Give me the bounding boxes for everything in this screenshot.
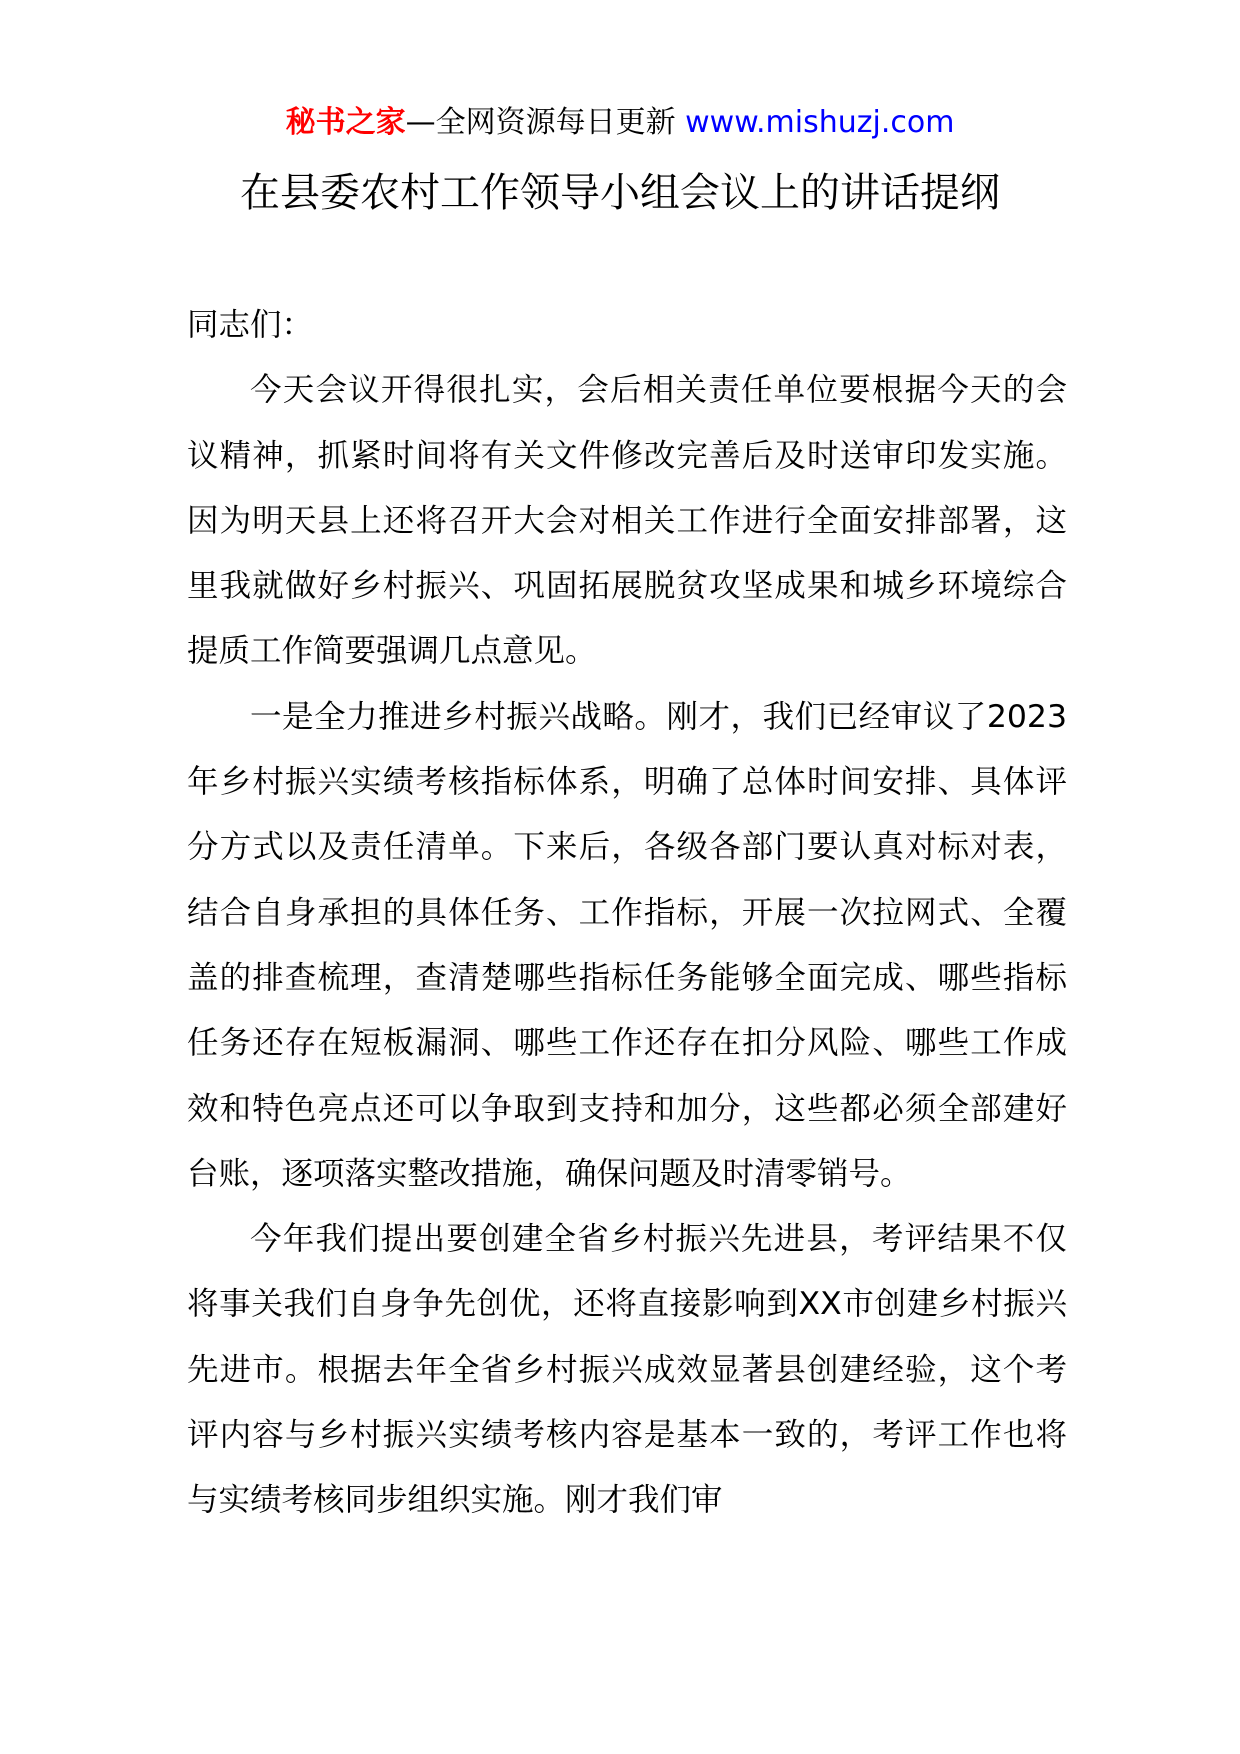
site-url-link[interactable]: www.mishuzj.com (685, 105, 955, 140)
paragraph-2: 一是全力推进乡村振兴战略。刚才，我们已经审议了2023年乡村振兴实绩考核指标体系，明确了总体时间安排、具体评分方式以及责任清单。下来后，各级各部门要认真对标对表，结合自身承担的具体任务、工作指标，开展一次拉网式、全覆盖的排查梳理，查清楚哪些指标任务能够全面完成、哪些指标任务还存在短板漏洞、哪些工作还存在扣分风险、哪些工作成效和特色亮点还可以争取到支持和加分，这些都必须全部建好台账，逐项落实整改措施，确保问题及时清零销号。 (187, 698, 1067, 1192)
paragraph-1: 今天会议开得很扎实，会后相关责任单位要根据今天的会议精神，抓紧时间将有关文件修改完善后及时送审印发实施。因为明天县上还将召开大会对相关工作进行全面安排部署，这里我就做好乡村振兴、巩固拓展脱贫攻坚成果和城乡环境综合提质工作简要强调几点意见。 (187, 372, 1067, 670)
brand-name: 秘书之家 (285, 105, 406, 140)
document-body (187, 293, 1067, 1534)
document-title: 在县委农村工作领导小组会议上的讲话提纲 (240, 170, 1000, 216)
header-slogan: —全网资源每日更新 (405, 105, 686, 140)
site-header (0, 100, 1240, 146)
salutation: 同志们： (187, 307, 314, 343)
paragraph-3: 今年我们提出要创建全省乡村振兴先进县，考评结果不仅将事关我们自身争先创优，还将直接影响到XX市创建乡村振兴先进市。根据去年全省乡村振兴成效显著县创建经验，这个考评内容与乡村振兴实绩考核内容是基本一致的，考评工作也将与实绩考核同步组织实施。刚才我们审 (187, 1221, 1067, 1519)
